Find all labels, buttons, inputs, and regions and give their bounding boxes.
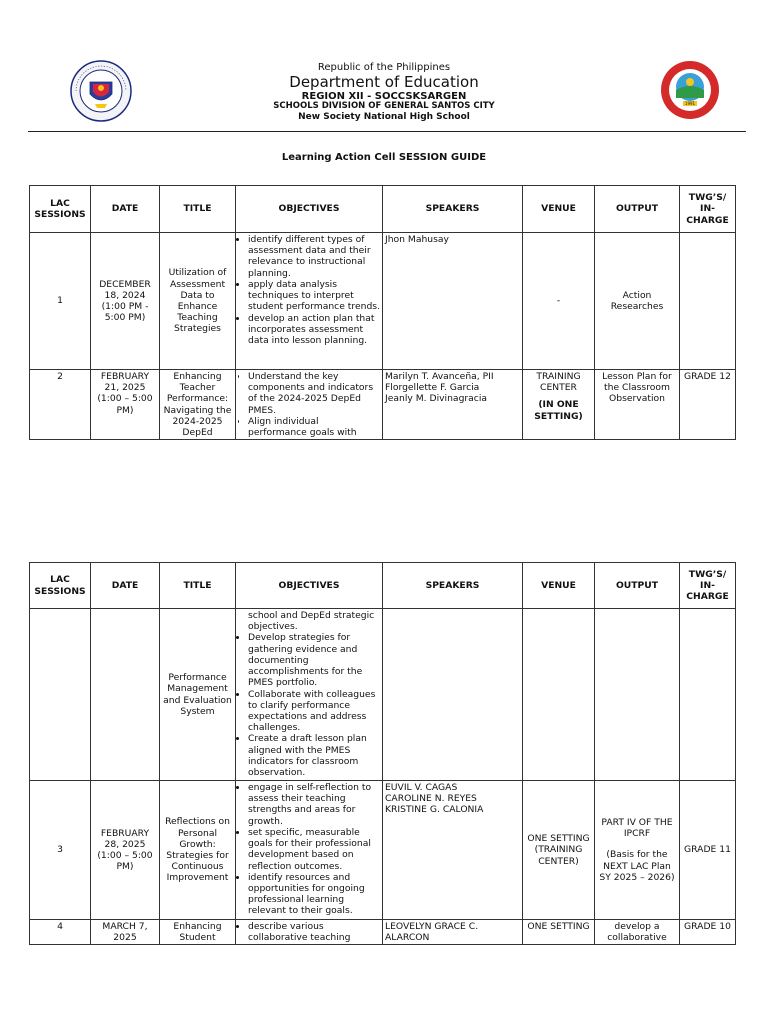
- col-header-venue: VENUE: [523, 186, 595, 233]
- objective-continuation: school and DepEd strategic objectives.: [248, 610, 375, 633]
- col-header-objectives: OBJECTIVES: [236, 563, 383, 609]
- session-venue: -: [523, 233, 595, 370]
- speakers-cell: [383, 233, 523, 370]
- speaker-name: CAROLINE N. REYES: [385, 793, 477, 805]
- objectives-cell: [236, 609, 383, 781]
- objective-item: • describe various collaborative teaching: [248, 921, 380, 943]
- session-title: Utilization of Assessment Data to Enhance Teaching Strategies: [160, 233, 236, 370]
- session-venue: ONE SETTING (TRAINING CENTER): [523, 781, 595, 920]
- session-date: DECEMBER 18, 2024 (1:00 PM - 5:00 PM): [91, 233, 160, 370]
- session-incharge: [680, 233, 736, 370]
- speaker-name: LEOVELYN GRACE C. ALARCON: [385, 921, 479, 944]
- session-number: 1: [30, 233, 91, 370]
- republic-text: Republic of the Philippines: [317, 62, 451, 73]
- session-incharge: GRADE 10: [680, 920, 736, 945]
- table-row: [30, 781, 736, 920]
- table-row: [30, 233, 736, 370]
- session-title: [160, 370, 236, 440]
- col-header-sessions: LAC SESSIONS: [30, 563, 91, 609]
- col-header-date: DATE: [91, 186, 160, 233]
- session-incharge: GRADE 11: [680, 781, 736, 920]
- objective-item: • engage in self-reflection to assess their teaching strengths and areas for growth.: [248, 782, 380, 827]
- session-number: 2: [30, 370, 91, 440]
- table-row: [30, 920, 736, 945]
- col-header-title: TITLE: [160, 186, 236, 233]
- session-output: PART IV OF THE IPCRF: [601, 816, 673, 840]
- speakers-cell: [383, 920, 523, 945]
- output-cell: [595, 781, 680, 920]
- venue-cell: [523, 370, 595, 440]
- department-name: Department of Education: [289, 72, 479, 91]
- session-date: FEBRUARY 21, 2025 (1:00 – 5:00 PM): [91, 370, 160, 440]
- table-row: [30, 609, 736, 781]
- speaker-name: Marilyn T. Avanceña, PII: [385, 371, 494, 382]
- session-venue: ONE SETTING: [523, 920, 595, 945]
- speaker-name: Jhon Mahusay: [385, 234, 449, 245]
- speaker-name: EUVIL V. CAGAS: [385, 782, 458, 793]
- col-header-objectives: OBJECTIVES: [236, 186, 383, 233]
- region-name: REGION XII - SOCCSKSARGEN: [301, 90, 467, 102]
- objectives-cell: [236, 370, 383, 440]
- session-venue: TRAINING CENTER: [536, 371, 581, 394]
- col-header-sessions: LAC SESSIONS: [30, 186, 91, 233]
- objective-item: • Collaborate with colleagues to clarify performance expectations and address challenges.: [248, 689, 380, 734]
- objective-item: • identify resources and opportunities for ongoing professional learning relevant to their goals.: [248, 872, 380, 917]
- speaker-name: Florgellette F. Garcia: [385, 382, 480, 394]
- objective-item: • set specific, measurable goals for their professional development based on reflection outcomes.: [248, 827, 380, 872]
- col-header-venue: VENUE: [523, 563, 595, 609]
- session-output: Action Researches: [595, 233, 680, 370]
- speaker-name: KRISTINE G. CALONIA: [385, 804, 484, 816]
- objectives-cell: [236, 233, 383, 370]
- session-title: Reflections on Personal Growth: Strategies for Continuous Improvement: [160, 781, 236, 920]
- session-date: FEBRUARY 28, 2025 (1:00 – 5:00 PM): [91, 781, 160, 920]
- session-guide-title: Learning Action Cell SESSION GUIDE: [281, 152, 487, 163]
- letterhead: [0, 62, 768, 122]
- objective-item: • Understand the key components and indicators of the 2024-2025 DepEd PMES.: [248, 371, 380, 416]
- session-incharge: GRADE 12: [680, 370, 736, 440]
- col-header-speakers: SPEAKERS: [383, 563, 523, 609]
- table-row: [30, 370, 736, 440]
- col-header-output: OUTPUT: [595, 563, 680, 609]
- output-note: (Basis for the NEXT LAC Plan SY 2025 – 2026): [599, 849, 675, 883]
- speakers-cell: [383, 781, 523, 920]
- session-title: Performance Management and Evaluation System: [160, 609, 236, 781]
- col-header-incharge: TWG’S/ IN-CHARGE: [680, 186, 736, 233]
- session-number: 4: [30, 920, 91, 945]
- session-table-page-1: [29, 185, 736, 440]
- session-date: MARCH 7, 2025: [91, 920, 160, 945]
- venue-note: (IN ONE SETTING): [534, 399, 583, 422]
- session-table-page-2: [29, 562, 736, 945]
- objective-item: • Develop strategies for gathering evidence and documenting accomplishments for the PMES portfolio.: [248, 632, 380, 688]
- school-name: New Society National High School: [298, 112, 470, 123]
- header-divider: [28, 131, 746, 132]
- seal-year: 1991: [684, 101, 696, 106]
- session-title: Enhancing Student: [160, 920, 236, 945]
- speakers-cell: [383, 370, 523, 440]
- objectives-cell: [236, 781, 383, 920]
- objectives-cell: [236, 920, 383, 945]
- col-header-title: TITLE: [160, 563, 236, 609]
- session-output: Lesson Plan for the Classroom Observation: [595, 370, 680, 440]
- objective-item: • Align individual performance goals with: [248, 416, 380, 437]
- session-number: 3: [30, 781, 91, 920]
- objective-item: • develop an action plan that incorporates assessment data into lesson planning.: [248, 313, 380, 347]
- session-title-text: Enhancing Teacher Performance: Navigating the 2024-2025 DepEd: [163, 371, 232, 437]
- objective-item: • apply data analysis techniques to interpret student performance trends.: [248, 279, 380, 313]
- objective-item: • identify different types of assessment data and their relevance to instructional planning.: [248, 234, 380, 279]
- speaker-name: Jeanly M. Divinagracia: [385, 393, 488, 405]
- col-header-output: OUTPUT: [595, 186, 680, 233]
- col-header-speakers: SPEAKERS: [383, 186, 523, 233]
- division-name: SCHOOLS DIVISION OF GENERAL SANTOS CITY: [273, 101, 495, 112]
- col-header-incharge: TWG’S/ IN-CHARGE: [680, 563, 736, 609]
- session-output: develop a collaborative: [595, 920, 680, 945]
- objective-item: • Create a draft lesson plan aligned with the PMES indicators for classroom observation.: [248, 733, 380, 778]
- col-header-date: DATE: [91, 563, 160, 609]
